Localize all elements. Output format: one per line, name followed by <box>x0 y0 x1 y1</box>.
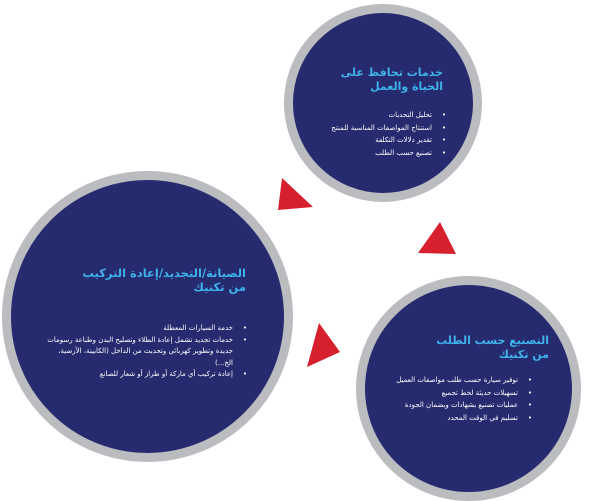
list-item: • خدمة السيارات المعطلة <box>47 323 247 335</box>
bullet-list <box>296 109 446 159</box>
title-line: الحياة والعمل <box>370 79 443 93</box>
list-item: • تصنيع حسب الطلب <box>296 147 446 160</box>
list-item: • إعادة تركيب أي ماركة أو طراز أو شعار للصانع <box>47 369 247 381</box>
triangle-arrow-icon <box>418 222 456 254</box>
title-line: من تكنيك <box>498 347 549 361</box>
title-line: خدمات تحافظ على <box>340 66 443 79</box>
title-line: الصيانة/التجديد/إعادة التركيب <box>82 266 246 280</box>
list-item: • خدمات تجديد تشمل إعادة الطلاء وتصليح البدن وطباعة رسومات جديدة وتطوير كهربائي وتحديث من الداخل (الكابينة، الأرضية، الخ...) <box>47 335 247 370</box>
circle-title <box>379 334 549 362</box>
list-item: • تسليم في الوقت المحدد <box>372 412 532 425</box>
list-item: • تقدير دلالات التكلفة <box>296 134 446 147</box>
circle-title <box>36 266 246 295</box>
list-item: • استنتاج المواصفات المناسبة للمنتج <box>296 122 446 135</box>
bullet-list <box>47 323 247 381</box>
title-line: من تكنيك <box>193 280 246 295</box>
bullet-list <box>372 374 532 424</box>
circle-title <box>293 66 443 94</box>
triangle-arrow-icon <box>307 323 340 367</box>
list-item: • تحليل التحديات <box>296 109 446 122</box>
service-circle-life-work <box>284 4 482 202</box>
list-item: • عمليات تصنيع بشهادات وبضمان الجودة <box>372 399 532 412</box>
list-item: • تسهيلات حديثة لخط تجميع <box>372 387 532 400</box>
service-circle-custom-manufacturing <box>356 276 581 501</box>
list-item: • توفير سيارة حسب طلب مواصفات العميل <box>372 374 532 387</box>
title-line: التصنيع حسب الطلب <box>436 334 549 347</box>
triangle-arrow-icon <box>278 178 313 210</box>
service-circle-maintenance <box>2 171 293 462</box>
